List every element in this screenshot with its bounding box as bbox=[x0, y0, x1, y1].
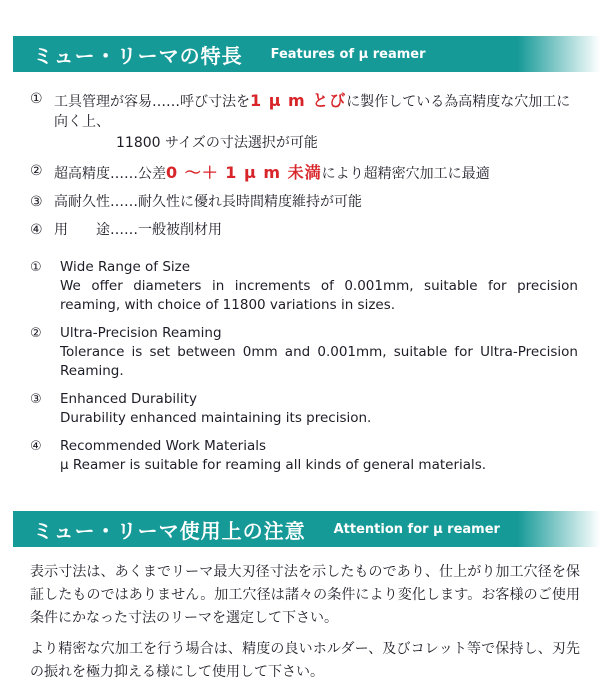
plain-text: に製作している為高精度な穴加工に向く上、 bbox=[54, 94, 571, 131]
item-number: ④ bbox=[30, 222, 43, 239]
features-list-jp bbox=[30, 89, 580, 241]
plain-text: により超精密穴加工に最適 bbox=[321, 165, 490, 182]
features-section bbox=[0, 36, 600, 475]
item-number: ③ bbox=[30, 194, 43, 211]
item-number: ① bbox=[30, 91, 43, 107]
item-number: ④ bbox=[30, 438, 42, 454]
feature-item-jp bbox=[30, 192, 580, 212]
highlighted-value: 0 〜＋ 1 μ m 未満 bbox=[166, 162, 322, 182]
plain-text: 高耐久性……耐久性に優れ長時間精度維持が可能 bbox=[54, 194, 362, 211]
features-list-en bbox=[30, 259, 578, 475]
attention-paragraph: より精密な穴加工を行う場合は、精度の良いホルダー、及びコレット等で保持し、刃先の振れを極力抑える様にして使用して下さい。 bbox=[30, 641, 580, 680]
attention-section bbox=[0, 511, 600, 683]
feature-item-en bbox=[30, 325, 578, 382]
item-title: Ultra-Precision Reaming bbox=[60, 324, 222, 341]
document-page bbox=[0, 36, 600, 680]
feature-item-en bbox=[30, 259, 578, 316]
item-text bbox=[60, 325, 578, 382]
item-number: ① bbox=[30, 259, 42, 275]
plain-text: 工具管理が容易……呼び寸法を bbox=[54, 94, 250, 110]
highlighted-value: 1 μ m とび bbox=[250, 91, 347, 110]
item-body: Durability enhanced maintaining its precision. bbox=[60, 410, 372, 427]
features-title-en: Features of μ reamer bbox=[270, 46, 426, 62]
feature-item-en bbox=[30, 438, 578, 476]
item-title: Recommended Work Materials bbox=[60, 437, 267, 454]
item-text bbox=[54, 220, 222, 240]
item-text bbox=[54, 192, 362, 212]
item-text bbox=[60, 259, 578, 316]
features-title-jp: ミュー・リーマの特長 bbox=[33, 43, 243, 68]
plain-text: 用 途……一般被削材用 bbox=[54, 222, 222, 239]
plain-text: 超高精度……公差 bbox=[54, 165, 166, 182]
attention-title-en: Attention for μ reamer bbox=[333, 521, 500, 537]
item-text-line2: 11800 サイズの寸法選択が可能 bbox=[116, 134, 318, 151]
item-text bbox=[54, 89, 580, 153]
item-text bbox=[60, 391, 371, 429]
item-number: ② bbox=[30, 325, 42, 341]
item-body: We offer diameters in increments of 0.001mm, suitable for precision reaming, with choice of 11800 variations in sizes. bbox=[60, 277, 578, 314]
feature-item-jp bbox=[30, 89, 580, 153]
item-number: ② bbox=[30, 162, 43, 179]
item-body: μ Reamer is suitable for reaming all kinds of general materials. bbox=[60, 456, 487, 473]
item-title: Wide Range of Size bbox=[60, 258, 191, 275]
item-title: Enhanced Durability bbox=[60, 391, 197, 408]
feature-item-jp bbox=[30, 161, 580, 184]
feature-item-jp bbox=[30, 220, 580, 240]
attention-header-bar bbox=[13, 511, 600, 547]
attention-paragraph: 表示寸法は、あくまでリーマ最大刃径寸法を示したものであり、仕上がり加工穴径を保証したものではありません。加工穴径は諸々の条件により変化します。お客様のご使用条件にかなった寸法のリーマを選定して下さい。 bbox=[30, 564, 580, 626]
item-number: ③ bbox=[30, 392, 42, 408]
item-text bbox=[54, 161, 490, 184]
item-body: Tolerance is set between 0mm and 0.001mm, suitable for Ultra-Precision Reaming. bbox=[60, 343, 578, 380]
attention-title-jp: ミュー・リーマ使用上の注意 bbox=[33, 518, 306, 543]
features-header-bar bbox=[13, 36, 600, 72]
attention-paragraphs bbox=[30, 561, 580, 683]
item-text bbox=[60, 438, 486, 476]
feature-item-en bbox=[30, 391, 578, 429]
